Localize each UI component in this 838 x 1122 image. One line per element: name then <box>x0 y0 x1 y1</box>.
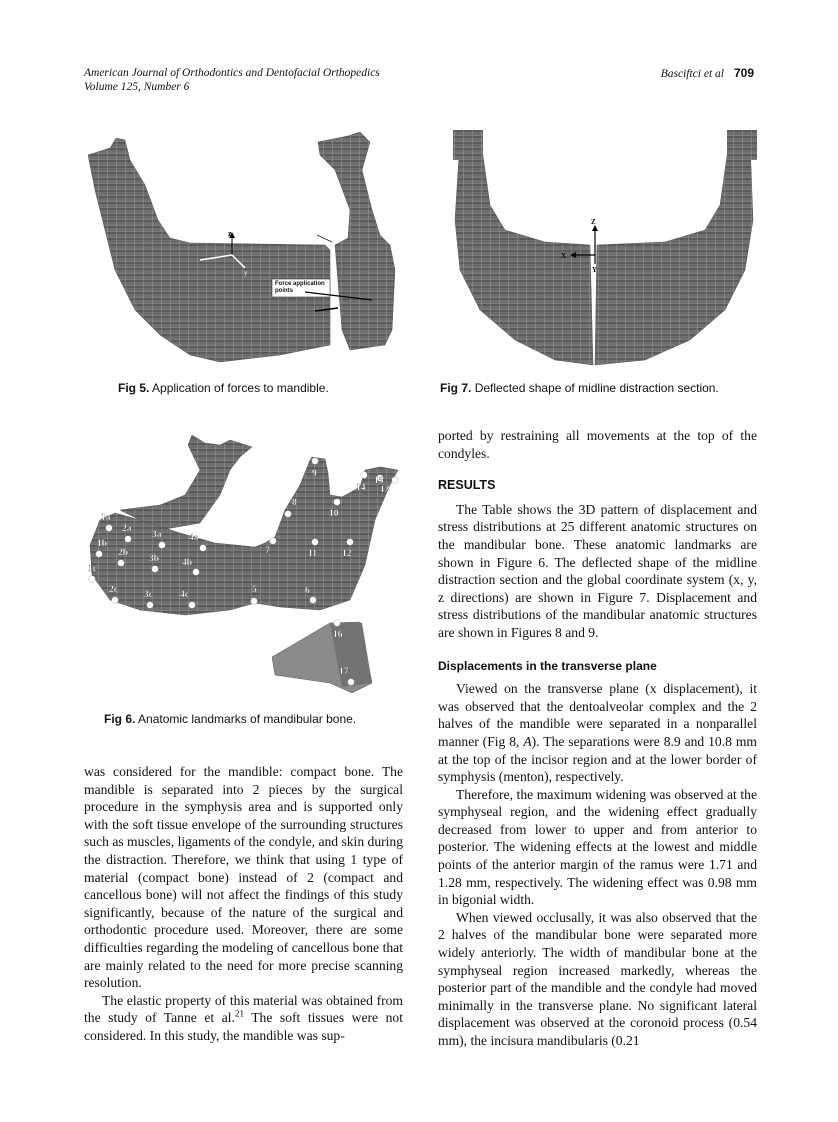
landmark-label-17: 17 <box>339 667 349 677</box>
landmark-label-9: 9 <box>312 469 317 479</box>
figure-6-caption <box>104 712 356 726</box>
landmark-dot-3a <box>159 542 166 549</box>
landmark-label-7: 7 <box>265 546 270 556</box>
fig5-caption-text: Application of forces to mandible. <box>152 381 329 395</box>
fig5-separation-label: Seperation line <box>280 228 327 235</box>
running-header <box>84 66 380 94</box>
landmark-dot-3b <box>152 566 159 573</box>
left-column <box>84 763 403 1045</box>
fig5-label: Fig 5. <box>118 381 150 395</box>
figure-5-image <box>80 130 410 370</box>
body-paragraph: Therefore, the maximum widening was observed at the symphyseal region, and the widening effect gradually decreased from lower to upper and from anterior to posterior. The widening effects at the lowest and middle points of the anterior margin of the ramus were 1.71 and 1.28 mm, respectively. The widening effect was 0.98 mm in bigonial width. <box>438 786 757 908</box>
figure-7-image <box>445 130 765 370</box>
landmark-dot-6 <box>310 597 317 604</box>
landmark-dot-5 <box>251 598 258 605</box>
text-span: Viewed on the transverse plane (x displacement), it was observed that the dentoalveolar complex and the 2 halves of the mandible were separated in a nonparallel manner (Fig 8, <box>438 681 757 749</box>
landmark-label-2a: 2a <box>122 524 132 534</box>
fig5-axis-y: y <box>244 269 248 277</box>
body-paragraph: When viewed occlusally, it was also observed that the 2 halves of the mandibular bone were separated more widely anteriorly. The width of mandibular bone at the symphyseal region increased markedly, whereas the posterior part of the mandible and the condyle had moved minimally in the transverse plane. No significant lateral displacement was observed at the coronoid process (0.54 mm), the incisura mandibularis (0.21 <box>438 909 757 1048</box>
landmark-dot-11 <box>312 539 319 546</box>
landmark-label-1a: 1a <box>101 513 111 523</box>
landmark-dot-9 <box>312 458 319 465</box>
page-number: 709 <box>733 66 754 80</box>
landmark-label-12: 12 <box>342 549 352 559</box>
landmark-dot-7 <box>270 538 277 545</box>
landmark-dot-1c <box>89 576 96 583</box>
landmark-dot-16 <box>334 620 341 627</box>
body-paragraph <box>84 992 403 1045</box>
fig7-caption-text: Deflected shape of midline distraction section. <box>474 381 719 395</box>
landmark-dot-2a <box>125 536 132 543</box>
landmark-label-3b: 3b <box>149 554 160 564</box>
text-span: ). The separations were 8.9 and 10.8 mm at the top of the incisor region and at the lower border of symphysis (menton), respectively. <box>438 733 757 785</box>
landmark-label-2c: 2c <box>109 585 118 595</box>
body-paragraph: was considered for the mandible: compact bone. The mandible is separated into 2 pieces by the surgical procedure in the symphysis area and is supported only with the soft tissue envelope of the surrounding structures such as muscles, ligaments of the condyle, and skin during the distraction. Therefore, we think that using 1 type of material (compact bone) instead of 2 (compact and cancellous bone) will not affect the findings of this study significantly, because of the nature of the surgical and orthodontic procedure used. Moreover, there are some difficulties regarding the modeling of cancellous bone that are mainly related to the need for more precise scanning resolution. <box>84 764 404 991</box>
landmark-dot-1a <box>106 525 113 532</box>
landmark-dot-2c <box>112 597 119 604</box>
landmark-dot-4b <box>193 569 200 576</box>
fig5-axis-z: z <box>228 229 232 238</box>
landmark-dot-8 <box>285 511 292 518</box>
header-authors: Basciftci et al <box>660 68 724 80</box>
figure-5-caption <box>118 381 329 395</box>
landmark-label-2b: 2b <box>118 548 129 558</box>
landmark-label-15: 15 <box>374 476 384 486</box>
landmark-dot-4c <box>189 602 196 609</box>
landmark-label-16: 16 <box>333 630 343 640</box>
landmark-dot-3c <box>147 602 154 609</box>
landmark-label-11: 11 <box>308 549 317 559</box>
landmark-label-1c: 1c <box>88 564 97 574</box>
body-paragraph <box>438 680 757 786</box>
landmark-label-3a: 3a <box>152 530 162 540</box>
landmark-label-10: 10 <box>329 509 339 519</box>
landmark-dot-2b <box>118 560 125 567</box>
journal-volume: Volume 125, Number 6 <box>84 81 190 93</box>
body-paragraph: The Table shows the 3D pattern of displacement and stress distributions at 25 different anatomic structures on the mandibular bone. These anatomic landmarks are shown in Figure 6. The deflected shape of the midline distraction section and the global coordinate system (x, y, z directions) are shown in Figure 7. Displacement and stress distributions of the mandibular anatomic structures are shown in Figures 8 and 9. <box>438 501 757 640</box>
text-span: The elastic property of this material was obtained from the study of Tanne et al. <box>84 992 403 1026</box>
text-span: The soft tissues were not considered. In this study, the mandible was sup- <box>84 1010 404 1043</box>
landmark-dot-10 <box>334 499 341 506</box>
landmark-label-8: 8 <box>292 498 297 508</box>
figure-7-caption <box>440 381 719 395</box>
landmark-label-5: 5 <box>252 585 257 595</box>
landmark-label-4c: 4c <box>180 590 189 600</box>
journal-title: American Journal of Orthodontics and Dentofacial Orthopedics <box>84 67 380 79</box>
fig6-caption-text: Anatomic landmarks of mandibular bone. <box>138 712 357 726</box>
reference-superscript: 21 <box>234 1008 244 1019</box>
landmark-dot-13 <box>392 477 399 484</box>
landmark-label-14: 14 <box>356 483 366 493</box>
landmark-label-13: 13 <box>380 485 390 495</box>
fig7-axis-y: Y <box>592 266 598 274</box>
figure-panel-ref: A <box>523 733 532 749</box>
fig5-force-label: Force application points <box>275 281 325 294</box>
fig7-label: Fig 7. <box>440 381 472 395</box>
section-heading-results: RESULTS <box>438 478 496 493</box>
landmark-label-3c: 3c <box>144 590 153 600</box>
fig6-label: Fig 6. <box>104 712 136 726</box>
landmark-label-4b: 4b <box>182 558 193 568</box>
landmark-dot-14 <box>361 472 368 479</box>
figure-6-image <box>80 425 410 705</box>
landmark-dot-17 <box>348 679 355 686</box>
landmark-label-6: 6 <box>305 586 310 596</box>
landmark-dot-4a <box>200 545 207 552</box>
header-right <box>661 66 754 81</box>
subsection-heading: Displacements in the transverse plane <box>438 658 657 673</box>
landmark-dot-1b <box>96 551 103 558</box>
landmark-dot-12 <box>347 539 354 546</box>
body-paragraph: ported by restraining all movements at the top of the condyles. <box>438 428 757 461</box>
fig7-axis-z: Z <box>591 218 596 226</box>
landmark-label-4a: 4a <box>189 533 199 543</box>
landmark-label-1b: 1b <box>97 539 108 549</box>
right-column <box>438 427 757 1050</box>
fig7-axis-x: X <box>561 252 567 260</box>
